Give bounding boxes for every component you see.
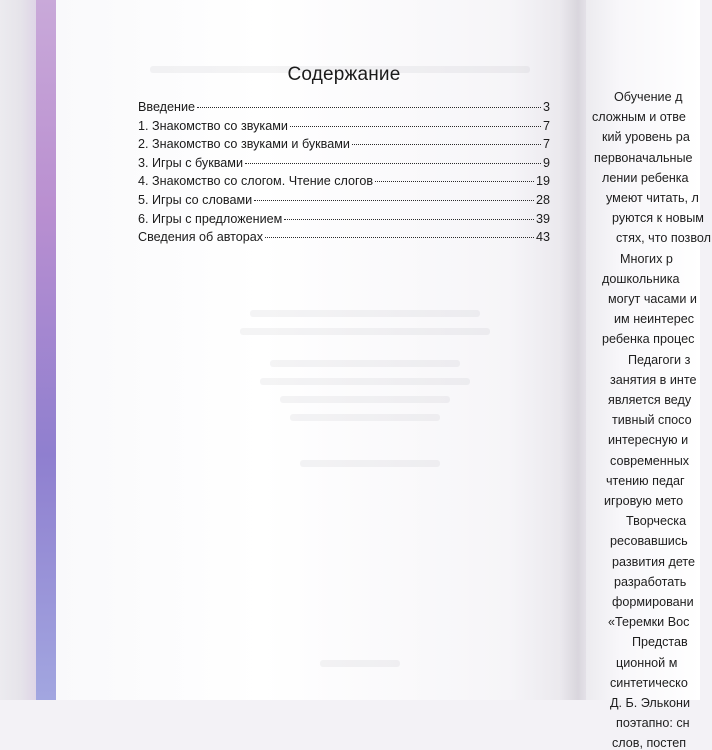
book-cover-edge [36,0,58,700]
toc-entry [138,174,550,193]
toc-entry-page: 28 [535,192,550,207]
toc-entry [138,156,550,175]
toc-leader-dots [284,219,534,220]
toc-entry-page: 19 [535,174,550,189]
toc-entry-page: 9 [542,155,550,170]
right-page-line: кий уровень ра [602,130,690,145]
right-page-line: синтетическо [610,675,688,690]
right-page-line: стях, что позвол [616,231,711,246]
table-of-contents [138,64,550,249]
right-page-line: чтению педаг [606,473,685,488]
right-page-line: им неинтерес [614,312,695,327]
toc-entry [138,193,550,212]
right-page-line: современных [610,453,690,468]
right-page-line: Д. Б. Элькони [610,696,690,710]
toc-leader-dots [265,237,534,238]
right-page-line: поэтапно: сн [616,716,690,731]
toc-leader-dots [290,126,541,127]
toc-title: Содержание [287,64,401,85]
toc-entry-label: 1. Знакомство со звуками [138,118,288,133]
toc-leader-dots [254,200,534,201]
right-page-line: Представ [632,635,688,650]
toc-entry [138,137,550,156]
toc-entry [138,119,550,138]
right-page-line: игровую мето [604,494,684,508]
toc-entry-label: Введение [138,100,196,114]
toc-entry-page: 7 [542,118,550,133]
toc-entry-page: 7 [542,137,550,152]
right-page-line: первоначальные [594,150,693,165]
toc-entry-label: 6. Игры с предложением [138,211,283,226]
toc-list [138,100,550,249]
toc-entry-page: 3 [542,100,550,114]
toc-entry-label: 2. Знакомство со звуками и буквами [138,137,350,152]
right-page-line: ционной м [616,655,678,670]
right-page-line: умеют читать, л [606,191,699,205]
right-page-line: разработать [614,574,687,589]
right-page-line: «Теремки Вос [608,615,690,630]
toc-leader-dots [375,181,534,182]
right-page-line: Обучение д [614,90,683,104]
right-page-line: ребенка процес [602,332,695,347]
right-page-line: ресовавшись [610,534,688,549]
right-page-line: руются к новым [612,211,704,226]
toc-entry [138,100,550,119]
right-page-line: занятия в инте [610,372,697,387]
right-page-line: является веду [608,393,692,407]
right-page-line: Педагоги з [628,352,691,367]
toc-leader-dots [352,144,541,145]
toc-entry [138,230,550,249]
toc-entry-label: 3. Игры с буквами [138,155,243,170]
right-page-line: сложным и отве [592,110,686,125]
toc-leader-dots [197,107,541,108]
right-page-line: дошкольника [602,271,680,286]
toc-entry [138,212,550,231]
toc-entry-page: 39 [535,211,550,226]
toc-leader-dots [245,163,541,164]
right-page-line: развития дете [612,554,696,569]
toc-entry-label: 5. Игры со словами [138,192,253,207]
right-page-line: слов, постеп [612,736,687,750]
right-page-line: Многих р [620,251,673,266]
right-page-line: Творческа [626,514,687,529]
right-page-line: интересную и [608,433,689,448]
right-page-text [592,90,712,750]
right-page-line: могут часами и [608,292,697,306]
right-page-line: лении ребенка [602,170,689,185]
right-page-line: формировани [612,595,694,609]
toc-entry-label: Сведения об авторах [138,230,264,245]
toc-entry-page: 43 [535,230,550,245]
right-page-line: тивный спосо [612,413,692,428]
toc-entry-label: 4. Знакомство со слогом. Чтение слогов [138,174,374,189]
